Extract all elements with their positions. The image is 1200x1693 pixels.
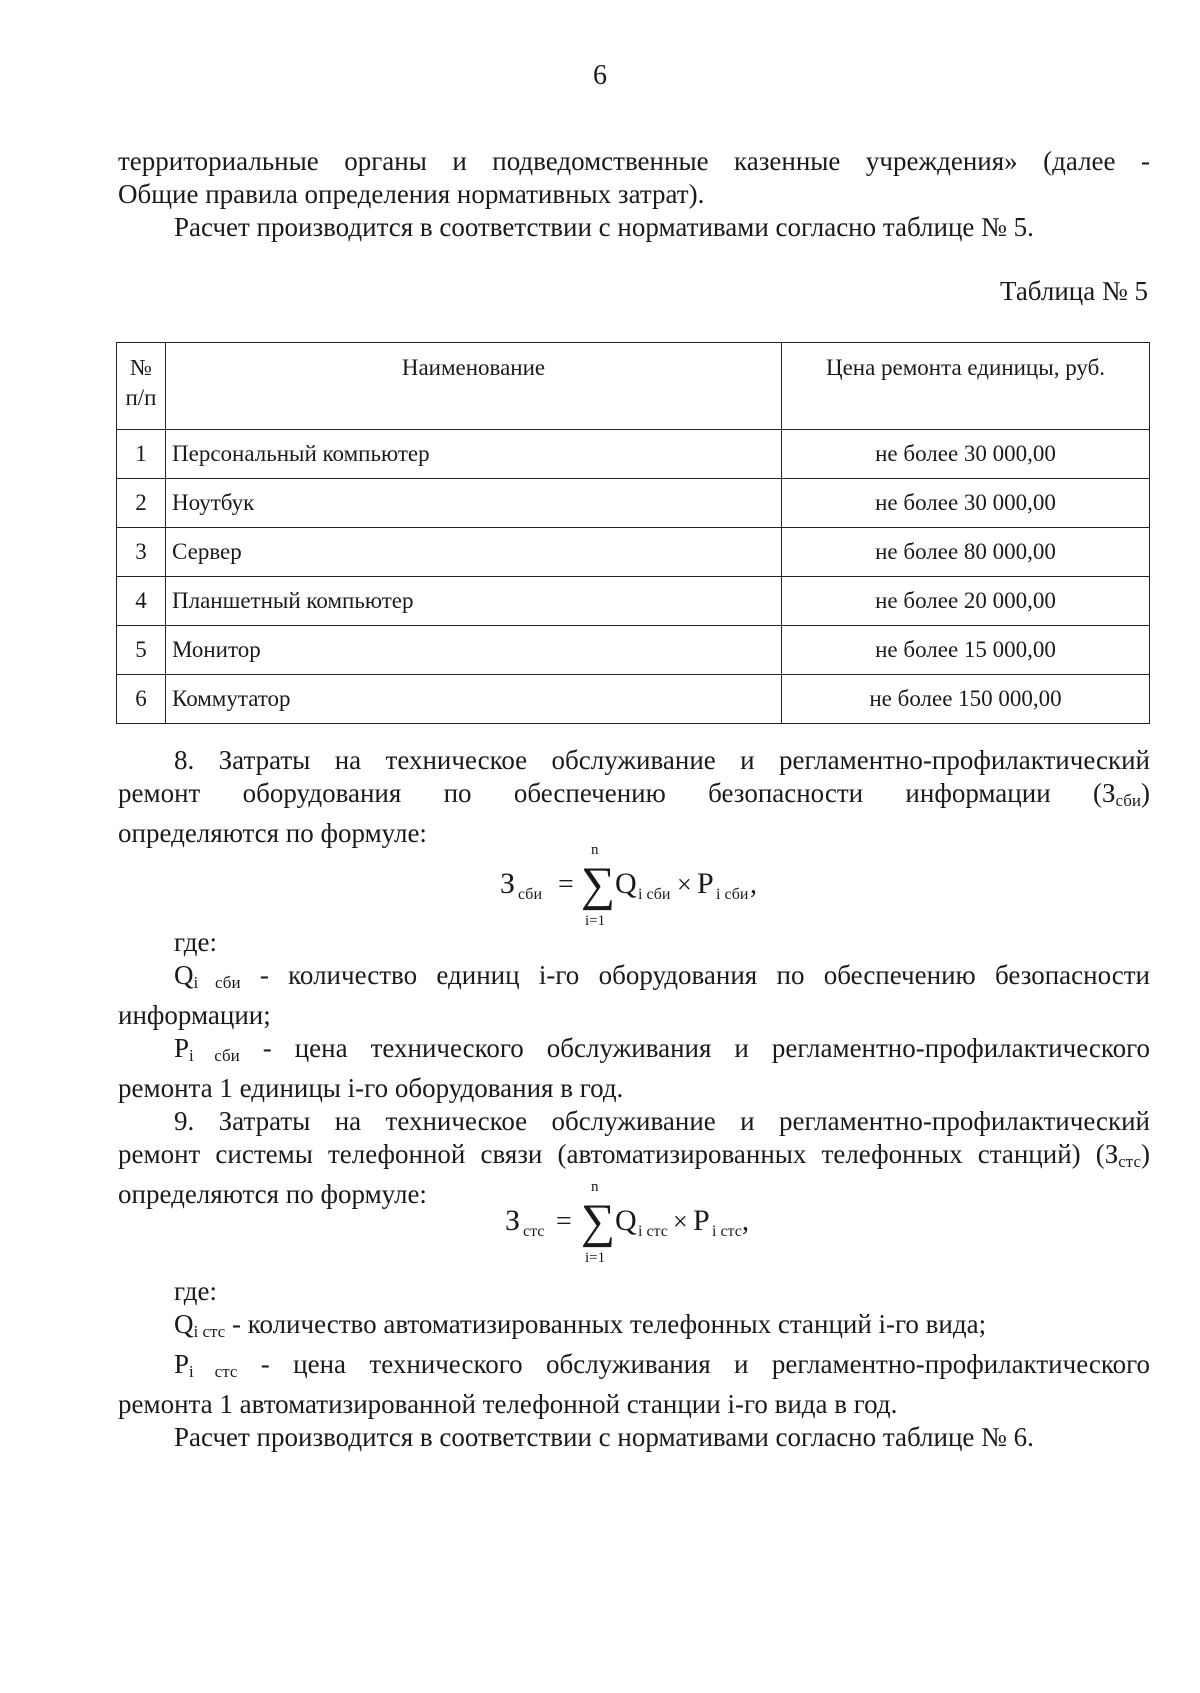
defs9-where: где: [174,1276,217,1306]
defs9-p-sym: P [174,1349,190,1379]
section9-line-2-text: ремонт системы телефонной связи (автоматизированных телефонных станций) (З [118,1139,1119,1169]
formula-sts-lhs-sub: стс [523,1223,545,1240]
section9-line-2 [118,1138,1150,1178]
defs8-q-text: - количество единиц i-го оборудования по обеспечению безопасности [240,960,1150,990]
section8-line-2 [118,777,1150,817]
formula-sbi-lhs: З [500,867,516,900]
repair-prices-table [116,342,1150,724]
row-price: не более 30 000,00 [782,479,1150,528]
formula-sbi-sum-bottom: i=1 [585,913,606,928]
row-num: 1 [117,430,166,479]
table-row [117,479,1150,528]
defs8-q-sub: i сби [193,973,241,992]
row-name: Монитор [166,626,782,675]
formula-sts-sum-bottom: i=1 [585,1250,606,1265]
section8-line-1: 8. Затраты на техническое обслуживание и регламентно-профилактический [174,745,1150,775]
table-row [117,430,1150,479]
intro-line-1: территориальные органы и подведомственные казенные учреждения» (далее - [118,146,1150,176]
row-name: Персональный компьютер [166,430,782,479]
defs9-q-sym: Q [174,1309,194,1339]
row-price: не более 30 000,00 [782,430,1150,479]
defs8-q-line [118,959,1150,999]
formula-sts [0,1175,1200,1265]
formula-sbi-times: × [677,870,692,899]
defs8-p-text: - цена технического обслуживания и регламентно-профилактического [239,1033,1150,1063]
header-price: Цена ремонта единицы, руб. [782,343,1150,430]
defs9-q-sub: i стс [193,1322,226,1341]
formula-sbi-lhs-sub: сби [518,886,542,903]
section9-line-3: определяются по формуле: [118,1179,427,1209]
defs9-p-text: - цена технического обслуживания и регламентно-профилактического [237,1349,1150,1379]
header-num [117,343,166,430]
formula-sts-p-sub: i стс [712,1223,742,1240]
formula-sbi-q-sub: i сби [638,886,671,903]
row-num: 5 [117,626,166,675]
formula-sbi-tail: , [750,869,757,900]
row-price: не более 15 000,00 [782,626,1150,675]
sigma-icon: ∑ [581,1195,616,1248]
sigma-icon: ∑ [581,858,616,911]
closing-line: Расчет производится в соответствии с нормативами согласно таблице № 6. [174,1422,1034,1452]
row-price: не более 20 000,00 [782,577,1150,626]
section9-line-2-end: ) [1141,1139,1150,1169]
row-num: 3 [117,528,166,577]
formula-sbi-q: Q [615,867,637,900]
section-8 [118,744,1150,850]
defs8-p-line-2: ремонта 1 единицы i-го оборудования в год. [118,1073,624,1103]
formula-sts-eq: = [556,1206,572,1237]
defs9-q-text: - количество автоматизированных телефонных станций i-го вида; [225,1309,987,1339]
row-name: Коммутатор [166,675,782,724]
formula-sbi-svg [0,838,1200,928]
defs9-p-line [118,1348,1150,1388]
formula-sbi-sum-top: n [591,842,599,858]
formula-sts-q: Q [615,1204,637,1237]
table-row [117,626,1150,675]
defs9-q-line [118,1308,1150,1348]
header-num-line-1: № [130,355,152,380]
header-num-line-2: п/п [125,385,157,410]
formula-sts-p: P [693,1204,710,1237]
table-header-row [117,343,1150,430]
formula-sbi [0,838,1200,928]
defs9-p-line-2: ремонта 1 автоматизированной телефонной станции i-го вида в год. [118,1389,898,1419]
intro-line-2: Общие правила определения нормативных затрат). [118,179,705,209]
row-num: 2 [117,479,166,528]
formula-sts-q-sub: i стс [638,1223,668,1240]
row-num: 4 [117,577,166,626]
formula-sts-svg [0,1175,1200,1265]
intro-line-3: Расчет производится в соответствии с нормативами согласно таблице № 5. [174,212,1034,242]
row-price: не более 80 000,00 [782,528,1150,577]
defs9-p-sub: i стс [189,1362,238,1381]
header-name: Наименование [166,343,782,430]
section8-line-2-sub: сби [1115,791,1141,810]
row-name: Сервер [166,528,782,577]
section9-line-1: 9. Затраты на техническое обслуживание и регламентно-профилактический [174,1106,1150,1136]
table-row [117,577,1150,626]
table-row [117,675,1150,724]
page-number: 6 [593,60,607,91]
formula-sbi-p: P [697,867,714,900]
table-caption: Таблица № 5 [1000,276,1148,306]
defs8-p-sym: P [174,1033,190,1063]
defs8-q-line-2: информации; [118,1000,271,1030]
formula-sts-tail: , [742,1206,749,1237]
section8-line-2-end: ) [1141,778,1150,808]
defs8-p-sub: i сби [189,1046,240,1065]
defs8-q-sym: Q [174,960,194,990]
section8-line-3: определяются по формуле: [118,818,427,848]
definitions-9 [118,1275,1150,1454]
formula-sts-sum-top: n [591,1179,599,1195]
row-name: Ноутбук [166,479,782,528]
formula-sbi-eq: = [558,869,574,900]
definitions-8-and-section-9 [118,926,1150,1211]
intro-paragraph [118,145,1150,244]
formula-sts-lhs: З [505,1204,521,1237]
row-name: Планшетный компьютер [166,577,782,626]
row-price: не более 150 000,00 [782,675,1150,724]
section9-line-2-sub: стс [1118,1152,1141,1171]
section8-line-2-text: ремонт оборудования по обеспечению безопасности информации (З [118,778,1116,808]
defs8-where: где: [174,927,217,957]
table-row [117,528,1150,577]
row-num: 6 [117,675,166,724]
formula-sbi-p-sub: i сби [716,886,749,903]
defs8-p-line [118,1032,1150,1072]
formula-sts-times: × [673,1207,688,1236]
